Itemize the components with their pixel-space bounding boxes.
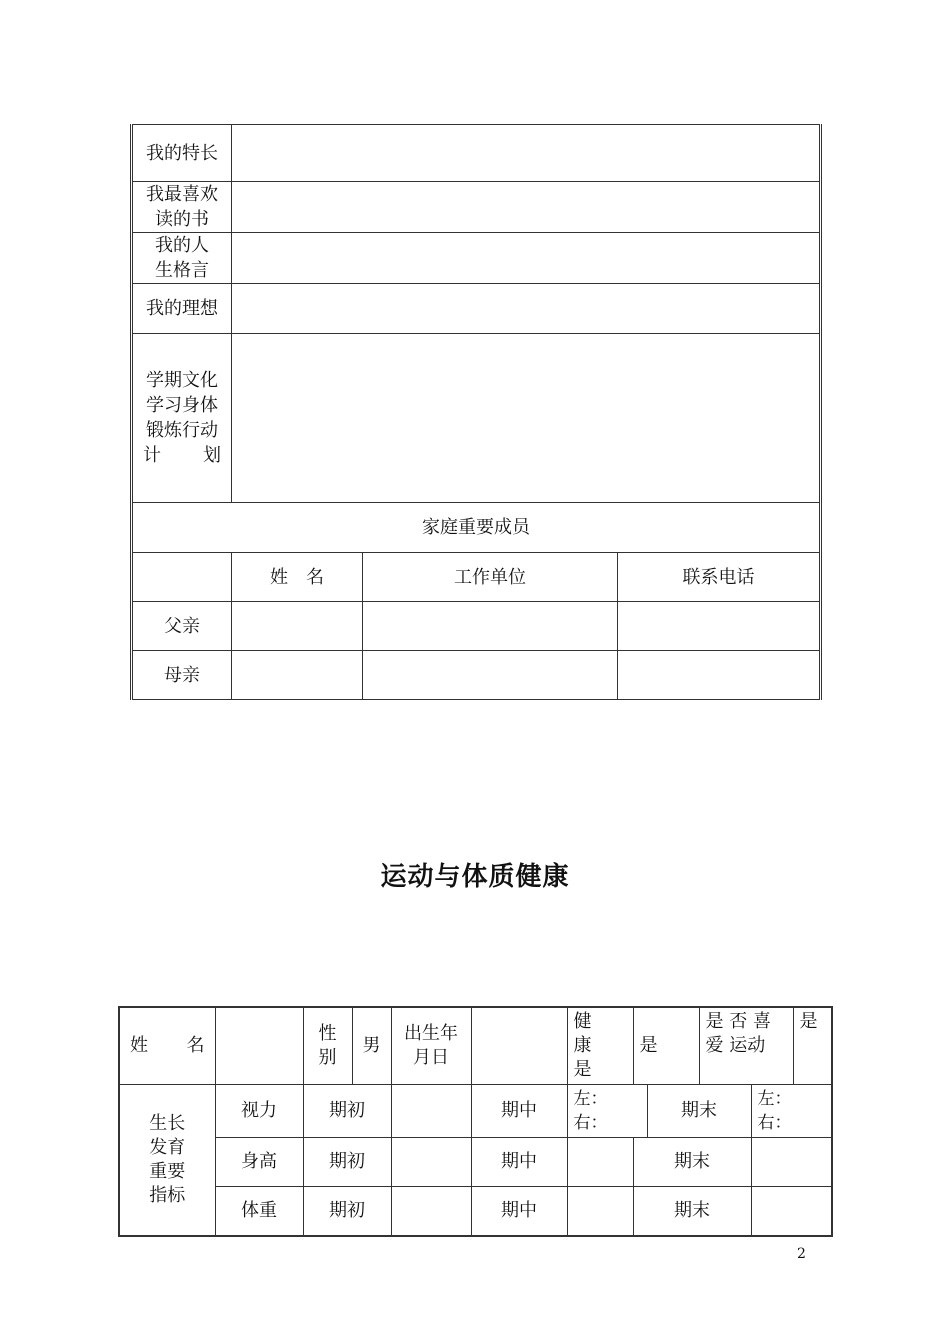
weight-term-mid-label: 期中 bbox=[471, 1187, 567, 1236]
personal-info-table bbox=[130, 124, 822, 700]
weight-term-end-label: 期末 bbox=[633, 1187, 751, 1236]
vision-term-start-label: 期初 bbox=[303, 1085, 391, 1138]
vision-term-end-field[interactable]: 左： 右： bbox=[751, 1085, 832, 1138]
motto-label: 我的人 生格言 bbox=[132, 233, 232, 284]
family-col-phone: 联系电话 bbox=[618, 553, 821, 602]
family-col-work: 工作单位 bbox=[363, 553, 618, 602]
father-work-field[interactable] bbox=[363, 602, 618, 651]
father-name-field[interactable] bbox=[232, 602, 363, 651]
height-term-mid-field[interactable] bbox=[567, 1138, 633, 1187]
family-col-name: 姓 名 bbox=[232, 553, 363, 602]
name-field[interactable] bbox=[215, 1007, 303, 1085]
favorite-book-field[interactable] bbox=[232, 182, 821, 233]
weight-term-mid-field[interactable] bbox=[567, 1187, 633, 1236]
birth-field[interactable] bbox=[471, 1007, 567, 1085]
likes-sport-label: 是 否 喜 爱 运动 bbox=[699, 1007, 793, 1085]
mother-label: 母亲 bbox=[132, 651, 232, 700]
father-label: 父亲 bbox=[132, 602, 232, 651]
section-title: 运动与体质健康 bbox=[380, 862, 570, 892]
gender-label: 性 别 bbox=[303, 1007, 352, 1085]
height-term-mid-label: 期中 bbox=[471, 1138, 567, 1187]
height-term-start-label: 期初 bbox=[303, 1138, 391, 1187]
family-corner-cell bbox=[132, 553, 232, 602]
weight-term-start-label: 期初 bbox=[303, 1187, 391, 1236]
family-header: 家庭重要成员 bbox=[132, 503, 821, 553]
weight-term-end-field[interactable] bbox=[751, 1187, 832, 1236]
vision-term-mid-label: 期中 bbox=[471, 1085, 567, 1138]
name-label: 姓 名 bbox=[119, 1007, 215, 1085]
health-table bbox=[118, 1006, 833, 1237]
height-term-end-label: 期末 bbox=[633, 1138, 751, 1187]
healthy-label: 健 康 是 bbox=[567, 1007, 633, 1085]
healthy-value[interactable]: 是 bbox=[633, 1007, 699, 1085]
weight-term-start-field[interactable] bbox=[391, 1187, 471, 1236]
likes-sport-value[interactable]: 是 bbox=[793, 1007, 832, 1085]
action-plan-label: 学期文化 学习身体 锻炼行动 计 划 bbox=[132, 334, 232, 503]
height-term-end-field[interactable] bbox=[751, 1138, 832, 1187]
ideal-field[interactable] bbox=[232, 284, 821, 334]
speciality-field[interactable] bbox=[232, 125, 821, 182]
speciality-label: 我的特长 bbox=[132, 125, 232, 182]
gender-value[interactable]: 男 bbox=[352, 1007, 391, 1085]
height-label: 身高 bbox=[215, 1138, 303, 1187]
vision-term-mid-field[interactable]: 左： 右： bbox=[567, 1085, 647, 1138]
page-number: 2 bbox=[797, 1246, 806, 1262]
growth-indicators-label: 生长 发育 重要 指标 bbox=[119, 1085, 215, 1236]
vision-label: 视力 bbox=[215, 1085, 303, 1138]
weight-label: 体重 bbox=[215, 1187, 303, 1236]
motto-field[interactable] bbox=[232, 233, 821, 284]
birth-label: 出生年 月日 bbox=[391, 1007, 471, 1085]
favorite-book-label: 我最喜欢 读的书 bbox=[132, 182, 232, 233]
mother-phone-field[interactable] bbox=[618, 651, 821, 700]
ideal-label: 我的理想 bbox=[132, 284, 232, 334]
vision-term-start-field[interactable] bbox=[391, 1085, 471, 1138]
mother-work-field[interactable] bbox=[363, 651, 618, 700]
action-plan-field[interactable] bbox=[232, 334, 821, 503]
father-phone-field[interactable] bbox=[618, 602, 821, 651]
mother-name-field[interactable] bbox=[232, 651, 363, 700]
vision-term-end-label: 期末 bbox=[647, 1085, 751, 1138]
height-term-start-field[interactable] bbox=[391, 1138, 471, 1187]
